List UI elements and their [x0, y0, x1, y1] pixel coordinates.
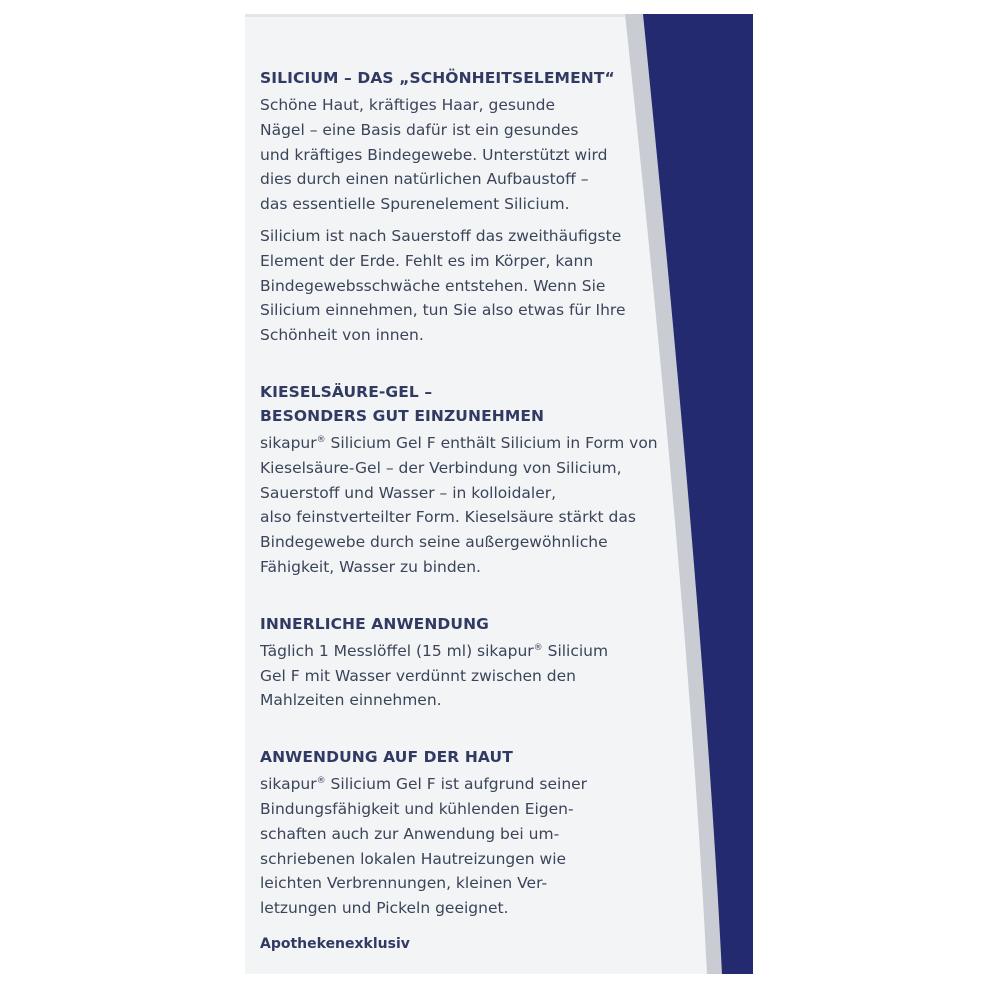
text-line	[260, 772, 660, 797]
brand-name: sikapur	[260, 433, 317, 452]
text-line: schriebenen lokalen Hautreizungen wie	[260, 849, 567, 868]
text-fragment: Silicium Gel F ist aufgrund seiner	[325, 775, 588, 794]
package-panel	[245, 14, 753, 974]
paragraph-anwendung-haut	[260, 772, 660, 921]
text-line: und kräftiges Bindegewebe. Unterstützt wird	[260, 145, 608, 164]
text-line: Kieselsäure-Gel – der Verbindung von Silicium,	[260, 458, 622, 477]
text-line: Silicium ist nach Sauerstoff das zweithäufigste	[260, 226, 622, 245]
registered-mark: ®	[316, 434, 326, 445]
text-line: Gel F mit Wasser verdünnt zwischen den	[260, 666, 577, 685]
brand-name: sikapur	[260, 775, 317, 794]
text-line	[260, 639, 660, 664]
registered-mark: ®	[316, 775, 326, 786]
text-line: Bindegewebsschwäche entstehen. Wenn Sie	[260, 276, 606, 295]
title-line: KIESELSÄURE-GEL –	[260, 382, 433, 401]
paragraph-innerliche-anwendung	[260, 639, 660, 713]
text-line: Sauerstoff und Wasser – in kolloidaler,	[260, 483, 557, 502]
text-line: dies durch einen natürlichen Aufbaustoff –	[260, 170, 589, 189]
text-fragment: Täglich 1 Messlöffel (15 ml) sikapur	[260, 641, 534, 660]
text-fragment: Silicium	[542, 641, 609, 660]
text-line: Silicium einnehmen, tun Sie also etwas für Ihre	[260, 301, 626, 320]
footer-apothekenexklusiv: Apothekenexklusiv	[260, 936, 410, 952]
text-line: das essentielle Spurenelement Silicium.	[260, 195, 570, 214]
text-content	[260, 66, 660, 921]
paragraph-silicium-element	[260, 224, 660, 348]
text-line: Mahlzeiten einnehmen.	[260, 691, 442, 710]
title-line: BESONDERS GUT EINZUNEHMEN	[260, 406, 545, 425]
text-fragment: Silicium Gel F enthält Silicium in Form von	[325, 433, 658, 452]
text-line: Element der Erde. Fehlt es im Körper, kann	[260, 251, 594, 270]
section-title-anwendung-haut: ANWENDUNG AUF DER HAUT	[260, 748, 513, 767]
text-line: leichten Verbrennungen, kleinen Ver-	[260, 874, 548, 893]
text-line: Bindungsfähigkeit und kühlenden Eigen-	[260, 799, 574, 818]
text-line: schaften auch zur Anwendung bei um-	[260, 824, 560, 843]
text-line: Nägel – eine Basis dafür ist ein gesundes	[260, 120, 579, 139]
text-line: Schönheit von innen.	[260, 326, 424, 345]
section-title-silicium: SILICIUM – DAS „SCHÖNHEITSELEMENT“	[260, 69, 615, 87]
top-edge-shadow	[245, 14, 625, 17]
section-title-kieselsaeure	[260, 380, 660, 428]
text-line	[260, 431, 660, 456]
text-line: Fähigkeit, Wasser zu binden.	[260, 557, 481, 576]
registered-mark: ®	[533, 642, 543, 653]
text-line: also feinstverteilter Form. Kieselsäure stärkt das	[260, 508, 636, 527]
text-line: letzungen und Pickeln geeignet.	[260, 899, 509, 918]
paragraph-kieselsaeure	[260, 431, 660, 580]
section-title-innerliche-anwendung: INNERLICHE ANWENDUNG	[260, 614, 489, 633]
text-line: Bindegewebe durch seine außergewöhnliche	[260, 533, 608, 552]
paragraph-silicium-intro	[260, 93, 660, 217]
text-line: Schöne Haut, kräftiges Haar, gesunde	[260, 96, 556, 114]
